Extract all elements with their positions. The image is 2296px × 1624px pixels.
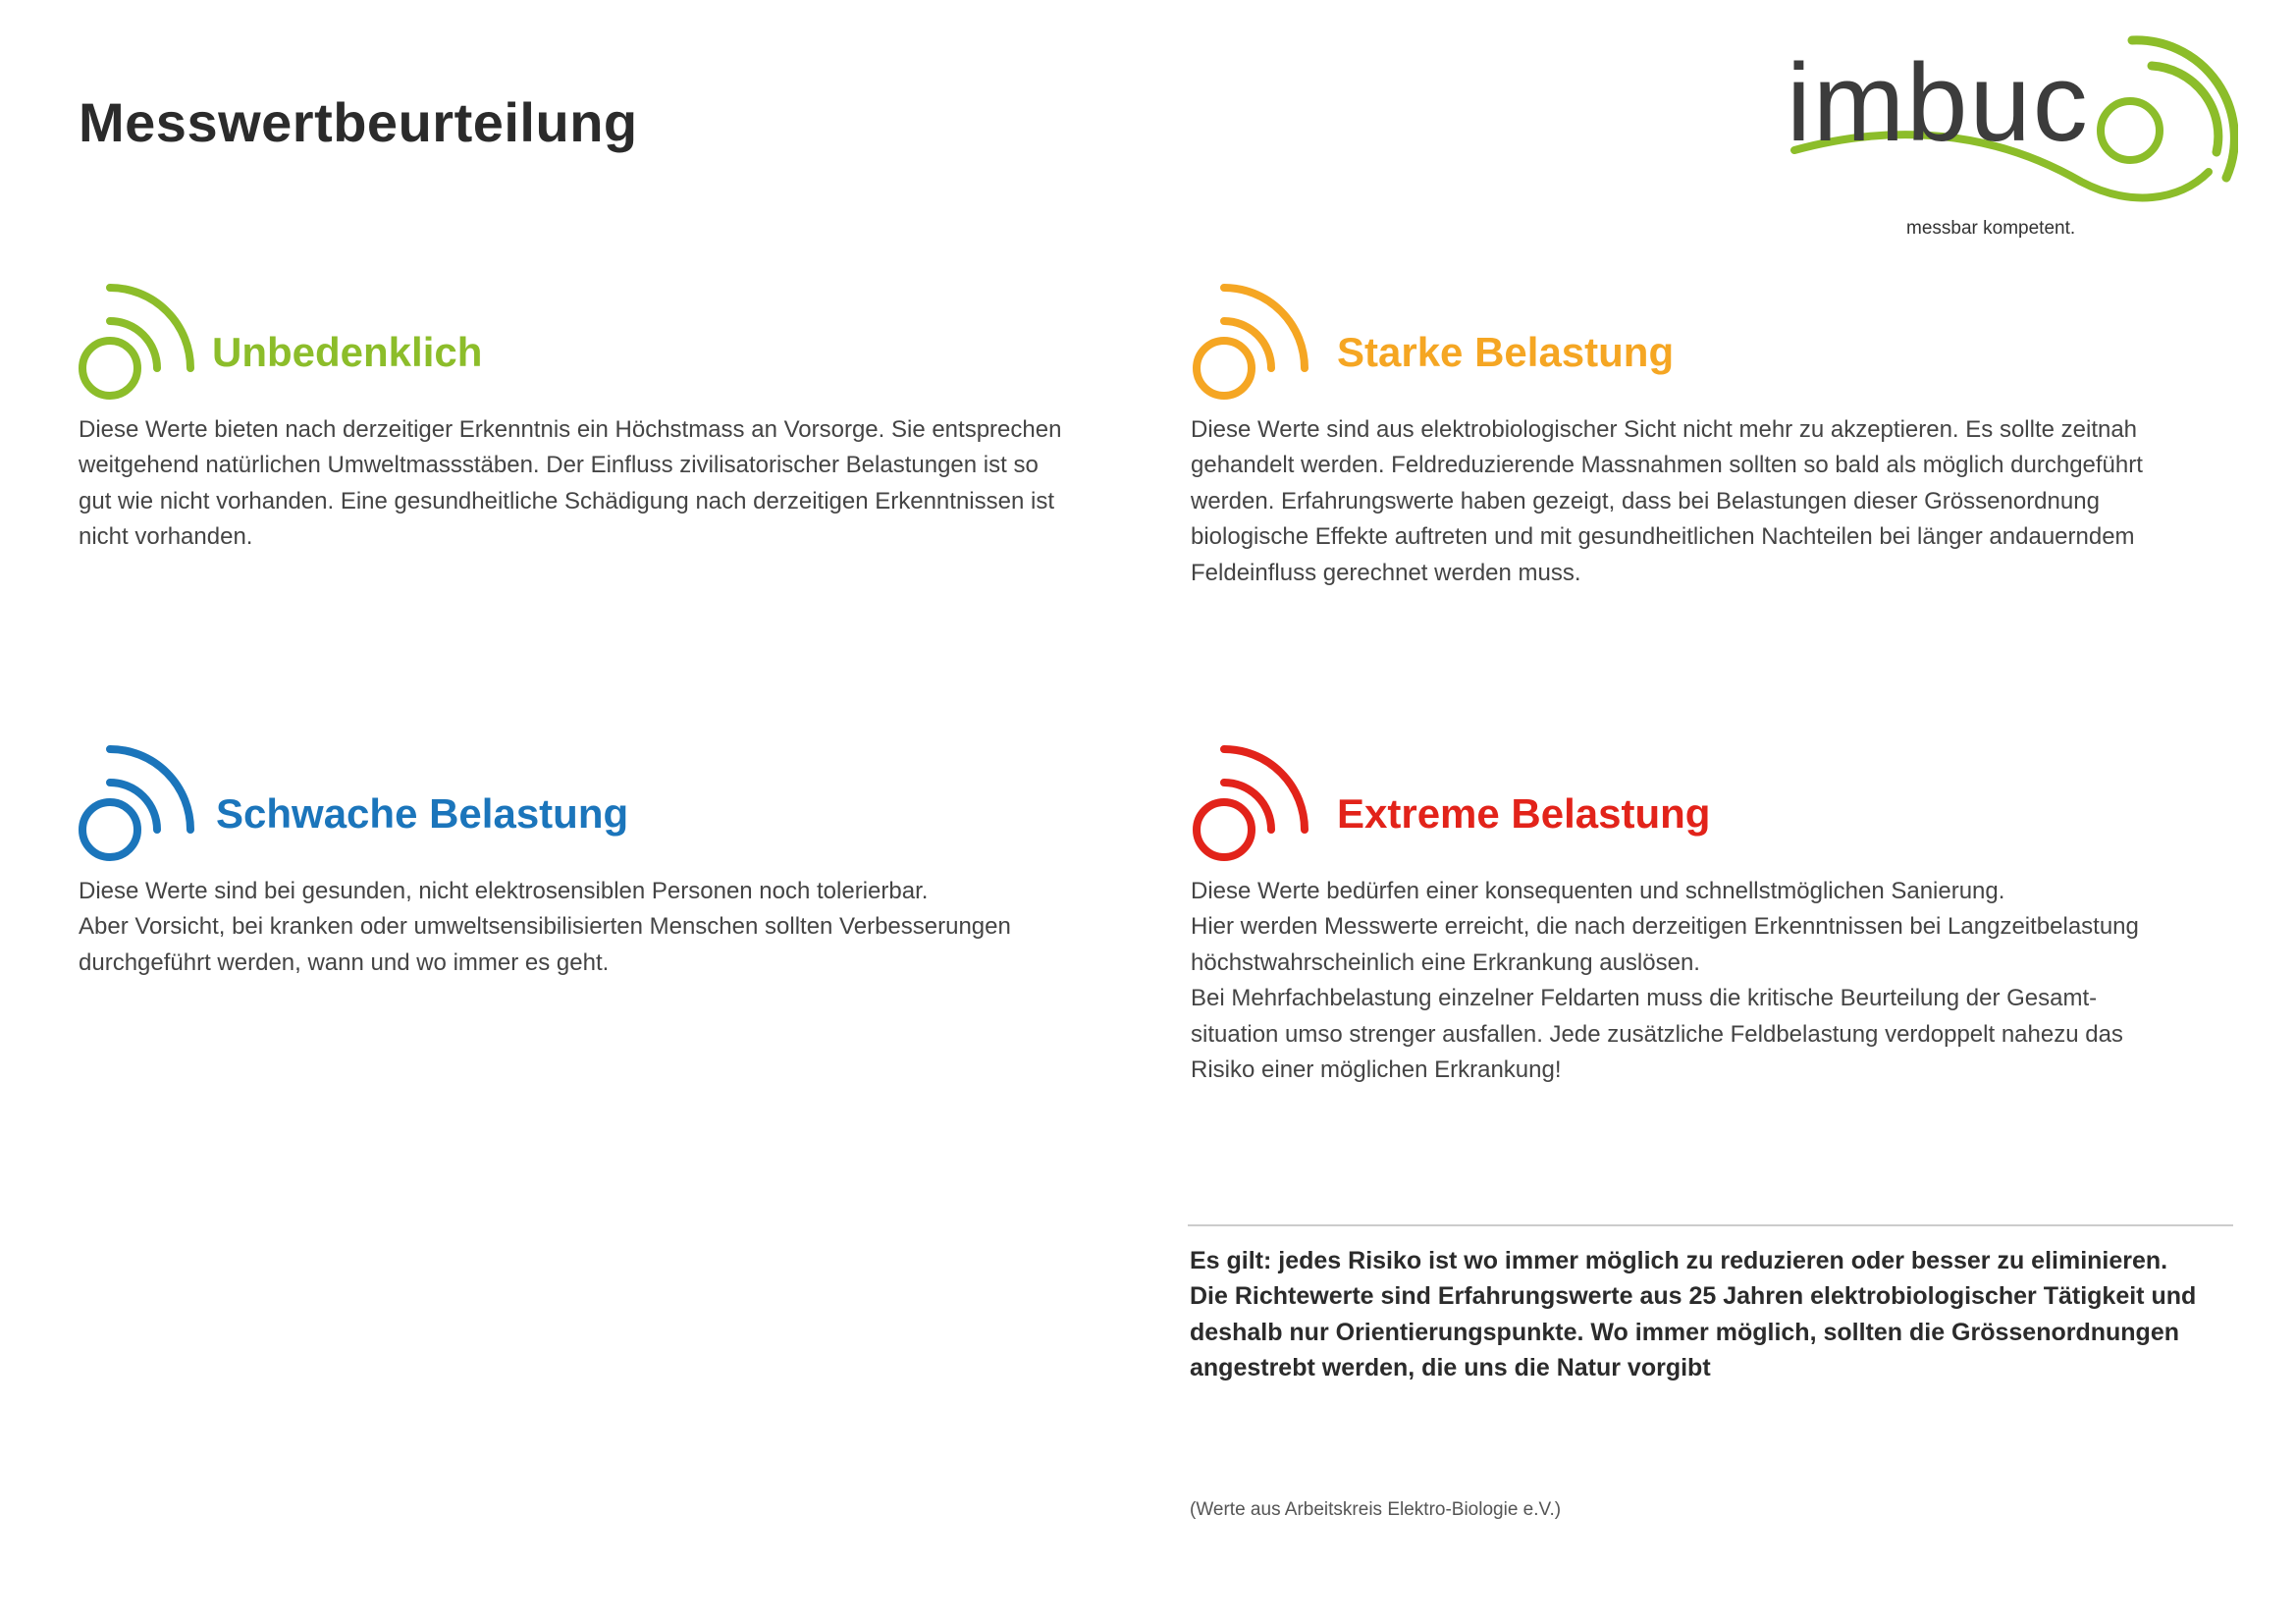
description-line: situation umso strenger ausfallen. Jede zusätzliche Feldbelastung verdoppelt nahezu das: [1191, 1020, 2123, 1048]
description-line: gut wie nicht vorhanden. Eine gesundheitliche Schädigung nach derzeitigen Erkenntnissen ist: [79, 487, 1054, 514]
description-line: biologische Effekte auftreten und mit gesundheitlichen Nachteilen bei länger andauerndem: [1191, 523, 2135, 551]
description-line: höchstwahrscheinlich eine Erkrankung auslösen.: [1191, 948, 1700, 976]
category-description: [1191, 874, 2241, 1088]
signal-waves-icon: [1183, 741, 1310, 869]
signal-waves-icon: [1183, 280, 1310, 407]
logo-tagline: messbar kompetent.: [1906, 218, 2076, 239]
category-schwache-belastung: [69, 741, 1011, 976]
description-line: Bei Mehrfachbelastung einzelner Feldarten muss die kritische Beurteilung der Gesamt-: [1191, 985, 2098, 1012]
divider: [1188, 1224, 2233, 1226]
category-title: Schwache Belastung: [216, 790, 629, 837]
description-line: Diese Werte bieten nach derzeitiger Erkenntnis ein Höchstmass an Vorsorge. Sie entsprechen: [79, 416, 1062, 443]
summary-line: angestrebt werden, die uns die Natur vorgibt: [1190, 1354, 1711, 1382]
category-extreme-belastung: [1183, 741, 2139, 1084]
signal-waves-icon: [69, 280, 196, 407]
description-line: nicht vorhanden.: [79, 523, 253, 551]
summary-line: deshalb nur Orientierungspunkte. Wo immer möglich, sollten die Grössenordnungen: [1190, 1318, 2179, 1346]
description-line: Feldeinfluss gerechnet werden muss.: [1191, 559, 1581, 586]
summary-note: [1190, 1243, 2240, 1386]
logo-wordmark: imbuc: [1787, 41, 2090, 164]
description-line: Diese Werte sind bei gesunden, nicht elektrosensiblen Personen noch tolerierbar.: [79, 878, 929, 904]
category-starke-belastung: [1183, 280, 2143, 586]
description-line: durchgeführt werden, wann und wo immer es geht.: [79, 948, 610, 976]
description-line: Diese Werte sind aus elektrobiologischer Sicht nicht mehr zu akzeptieren. Es sollte zeitnah: [1191, 416, 2138, 443]
imbuco-logo: [1787, 25, 2238, 211]
category-description: [79, 412, 1129, 556]
description-line: Diese Werte bedürfen einer konsequenten und schnellstmöglichen Sanierung.: [1191, 878, 2005, 904]
description-line: Hier werden Messwerte erreicht, die nach derzeitigen Erkenntnissen bei Langzeitbelastung: [1191, 913, 2139, 941]
category-title: Starke Belastung: [1337, 329, 1675, 375]
category-description: [79, 874, 1129, 981]
page-title: Messwertbeurteilung: [79, 91, 638, 153]
category-title: Extreme Belastung: [1337, 790, 1711, 837]
category-description: [1191, 412, 2241, 591]
description-line: werden. Erfahrungswerte haben gezeigt, dass bei Belastungen dieser Grössenordnung: [1191, 487, 2100, 514]
summary-line: Es gilt: jedes Risiko ist wo immer möglich zu reduzieren oder besser zu eliminieren.: [1190, 1247, 2168, 1274]
signal-waves-icon: [69, 741, 196, 869]
category-title: Unbedenklich: [212, 329, 483, 375]
description-line: weitgehend natürlichen Umweltmassstäben. Der Einfluss zivilisatorischer Belastungen ist so: [79, 452, 1039, 479]
description-line: gehandelt werden. Feldreduzierende Massnahmen sollten so bald als möglich durchgeführt: [1191, 452, 2143, 479]
description-line: Risiko einer möglichen Erkrankung!: [1191, 1056, 1562, 1084]
category-unbedenklich: [69, 280, 1062, 551]
source-note: (Werte aus Arbeitskreis Elektro-Biologie e.V.): [1190, 1499, 1562, 1520]
summary-line: Die Richtewerte sind Erfahrungswerte aus 25 Jahren elektrobiologischer Tätigkeit und: [1190, 1282, 2197, 1311]
description-line: Aber Vorsicht, bei kranken oder umweltsensibilisierten Menschen sollten Verbesserungen: [79, 913, 1011, 941]
